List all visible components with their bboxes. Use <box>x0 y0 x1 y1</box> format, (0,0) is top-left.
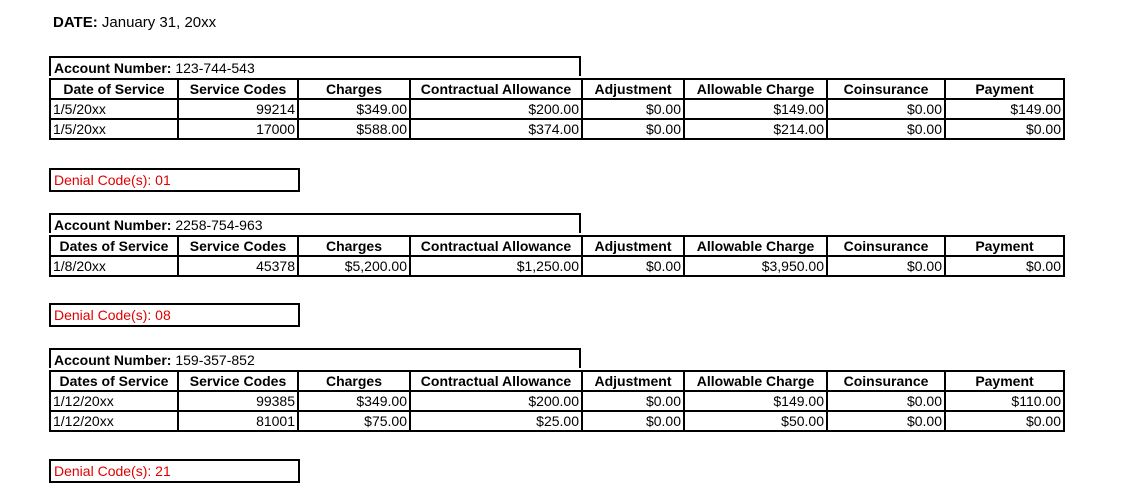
table-row <box>50 256 1064 276</box>
cell-date-of-service: 1/5/20xx <box>50 119 178 139</box>
column-header-payment: Payment <box>945 371 1064 391</box>
account-number-label: Account Number: <box>54 60 172 76</box>
account-number-value: 123-744-543 <box>175 60 255 76</box>
cell-service-code: 81001 <box>178 411 298 431</box>
column-header-date-of-service: Dates of Service <box>50 371 178 391</box>
cell-contractual-allowance: $1,250.00 <box>410 256 582 276</box>
column-header-service-code: Service Codes <box>178 371 298 391</box>
column-header-adjustment: Adjustment <box>582 79 684 99</box>
date-value: January 31, 20xx <box>101 14 217 31</box>
cell-contractual-allowance: $25.00 <box>410 411 582 431</box>
cell-adjustment: $0.00 <box>582 411 684 431</box>
cell-charges: $588.00 <box>298 119 410 139</box>
cell-date-of-service: 1/12/20xx <box>50 391 178 411</box>
denial-code-box: Denial Code(s): 21 <box>49 459 300 483</box>
cell-allowable-charge: $50.00 <box>684 411 827 431</box>
date-label: DATE: <box>53 14 98 31</box>
column-header-coinsurance: Coinsurance <box>827 79 945 99</box>
column-header-adjustment: Adjustment <box>582 236 684 256</box>
account-number-label: Account Number: <box>54 217 172 233</box>
cell-date-of-service: 1/8/20xx <box>50 256 178 276</box>
column-header-allowable-charge: Allowable Charge <box>684 371 827 391</box>
cell-adjustment: $0.00 <box>582 391 684 411</box>
cell-payment: $0.00 <box>945 256 1064 276</box>
statement-date <box>53 13 216 33</box>
column-header-payment: Payment <box>945 236 1064 256</box>
cell-coinsurance: $0.00 <box>827 411 945 431</box>
table-row <box>50 391 1064 411</box>
claims-table <box>49 370 1065 432</box>
column-header-service-code: Service Codes <box>178 79 298 99</box>
cell-adjustment: $0.00 <box>582 99 684 119</box>
column-header-payment: Payment <box>945 79 1064 99</box>
cell-coinsurance: $0.00 <box>827 119 945 139</box>
column-header-charges: Charges <box>298 236 410 256</box>
column-header-coinsurance: Coinsurance <box>827 236 945 256</box>
cell-contractual-allowance: $200.00 <box>410 391 582 411</box>
account-number-value: 2258-754-963 <box>175 217 263 233</box>
column-header-charges: Charges <box>298 371 410 391</box>
column-header-contractual-allowance: Contractual Allowance <box>410 236 582 256</box>
column-header-allowable-charge: Allowable Charge <box>684 236 827 256</box>
claims-table <box>49 78 1065 140</box>
column-header-contractual-allowance: Contractual Allowance <box>410 79 582 99</box>
column-header-charges: Charges <box>298 79 410 99</box>
cell-allowable-charge: $149.00 <box>684 99 827 119</box>
table-row <box>50 119 1064 139</box>
table-header-row <box>50 236 1064 256</box>
cell-service-code: 17000 <box>178 119 298 139</box>
account-number-box <box>49 56 581 76</box>
column-header-date-of-service: Dates of Service <box>50 236 178 256</box>
table-header-row <box>50 79 1064 99</box>
cell-service-code: 99214 <box>178 99 298 119</box>
cell-adjustment: $0.00 <box>582 119 684 139</box>
cell-service-code: 45378 <box>178 256 298 276</box>
cell-contractual-allowance: $374.00 <box>410 119 582 139</box>
cell-date-of-service: 1/12/20xx <box>50 411 178 431</box>
cell-payment: $110.00 <box>945 391 1064 411</box>
column-header-coinsurance: Coinsurance <box>827 371 945 391</box>
cell-charges: $75.00 <box>298 411 410 431</box>
column-header-date-of-service: Date of Service <box>50 79 178 99</box>
denial-code-box: Denial Code(s): 01 <box>49 168 300 192</box>
cell-adjustment: $0.00 <box>582 256 684 276</box>
account-number-label: Account Number: <box>54 352 172 368</box>
cell-contractual-allowance: $200.00 <box>410 99 582 119</box>
account-number-box <box>49 213 581 233</box>
cell-allowable-charge: $3,950.00 <box>684 256 827 276</box>
cell-coinsurance: $0.00 <box>827 256 945 276</box>
column-header-service-code: Service Codes <box>178 236 298 256</box>
cell-allowable-charge: $214.00 <box>684 119 827 139</box>
account-number-box <box>49 348 581 368</box>
cell-allowable-charge: $149.00 <box>684 391 827 411</box>
cell-charges: $349.00 <box>298 99 410 119</box>
cell-service-code: 99385 <box>178 391 298 411</box>
column-header-contractual-allowance: Contractual Allowance <box>410 371 582 391</box>
cell-charges: $349.00 <box>298 391 410 411</box>
cell-payment: $149.00 <box>945 99 1064 119</box>
cell-coinsurance: $0.00 <box>827 99 945 119</box>
table-row <box>50 411 1064 431</box>
cell-coinsurance: $0.00 <box>827 391 945 411</box>
column-header-adjustment: Adjustment <box>582 371 684 391</box>
cell-payment: $0.00 <box>945 119 1064 139</box>
column-header-allowable-charge: Allowable Charge <box>684 79 827 99</box>
denial-code-box: Denial Code(s): 08 <box>49 303 300 327</box>
cell-date-of-service: 1/5/20xx <box>50 99 178 119</box>
cell-charges: $5,200.00 <box>298 256 410 276</box>
cell-payment: $0.00 <box>945 411 1064 431</box>
account-number-value: 159-357-852 <box>175 352 255 368</box>
table-header-row <box>50 371 1064 391</box>
claims-table <box>49 235 1065 277</box>
table-row <box>50 99 1064 119</box>
